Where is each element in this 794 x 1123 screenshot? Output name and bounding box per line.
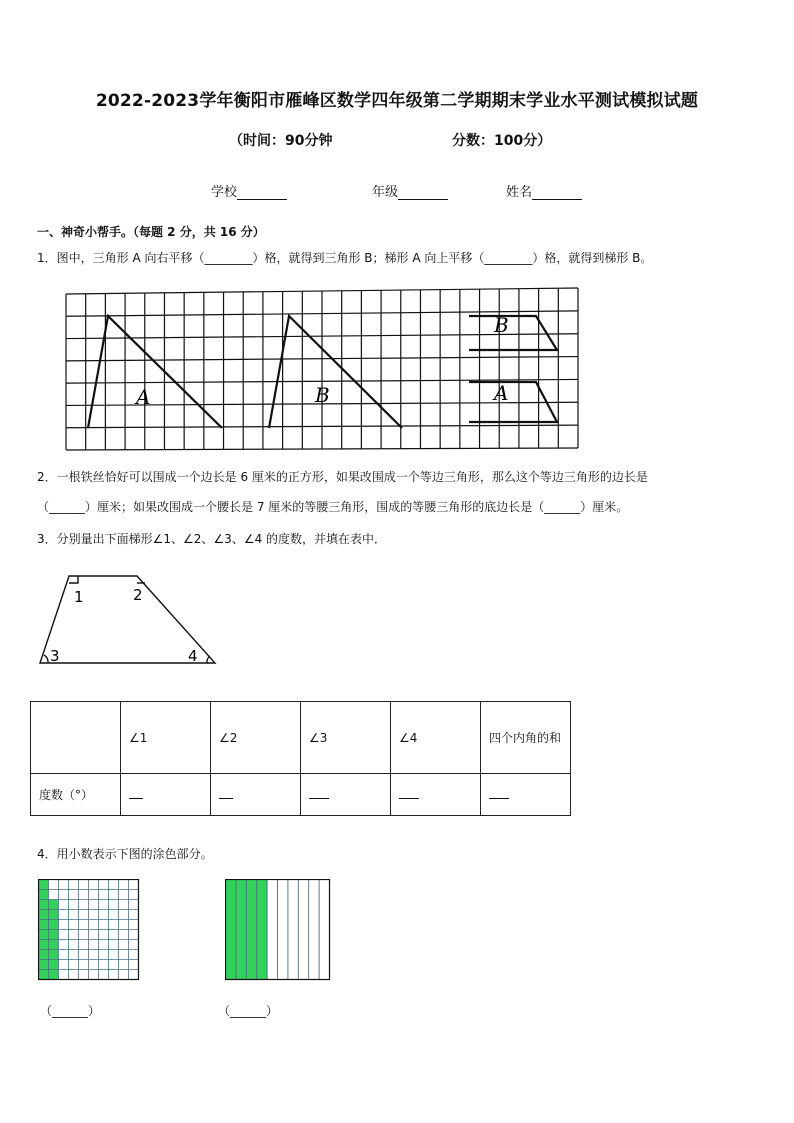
angle-label-1: 1 [74,588,84,606]
name-label: 姓名 [506,185,533,200]
shaded-cell [49,920,59,930]
table-header-cell [31,702,121,774]
shaded-cell [39,920,49,930]
shaded-cell [49,940,59,950]
answer-cell-2[interactable] [211,774,301,816]
angle-table [30,701,571,816]
shaded-cell [49,910,59,920]
school-blank[interactable] [237,185,287,200]
shaded-cell [49,900,59,910]
translation-grid-figure [60,286,584,458]
grade-field [372,181,448,200]
table-header-row [31,702,571,774]
angle-label-4: 4 [188,647,198,665]
label-b-triangle: B [315,383,330,407]
triangle-a [88,316,222,428]
right-angle-mark-1 [69,576,78,583]
name-field [506,181,582,200]
shaded-column [257,880,267,980]
shaded-cell [39,960,49,970]
shaded-cell [49,930,59,940]
question-1: 1．图中，三角形 A 向右平移（________）格，就得到三角形 B；梯形 A 向上平移（________）格，就得到梯形 B。 [37,251,653,265]
label-b-trapezoid: B [494,313,509,337]
angle-arc-4 [207,656,210,663]
question-3: 3．分别量出下面梯形∠1、∠2、∠3、∠4 的度数，并填在表中． [37,532,387,546]
angle-label-3: 3 [50,647,60,665]
shaded-column [246,880,256,980]
shaded-cell [39,910,49,920]
grade-label: 年级 [372,185,399,200]
label-a-trapezoid: A [494,381,509,405]
table-header-cell: ∠2 [211,702,301,774]
answer-cell-1[interactable] [121,774,211,816]
triangle-b [269,316,402,428]
shaded-cell [39,950,49,960]
answer-blank-1[interactable]: （______） [40,1004,101,1018]
shaded-cell [39,970,49,980]
shaded-cell [39,900,49,910]
page-title: 2022-2023学年衡阳市雁峰区数学四年级第二学期期末学业水平测试模拟试题 [95,91,699,111]
section-heading: 一、神奇小帮手。（每题 2 分，共 16 分） [37,225,265,239]
shaded-cell [39,930,49,940]
trapezoid-figure [36,570,221,670]
shaded-cell [39,890,49,900]
table-header-cell: ∠1 [121,702,211,774]
answer-blank-2[interactable]: （______） [218,1004,279,1018]
table-row [31,774,571,816]
table-row-label: 度数（°） [31,774,121,816]
table-header-cell: ∠3 [301,702,391,774]
question-4: 4．用小数表示下图的涂色部分。 [37,847,213,861]
label-a-triangle: A [136,385,151,409]
shaded-column [226,880,236,980]
answer-cell-4[interactable] [391,774,481,816]
answer-cell-sum[interactable] [481,774,571,816]
grade-blank[interactable] [398,185,448,200]
shaded-cell [39,880,49,890]
shaded-cell [39,940,49,950]
school-field [211,181,287,200]
table-header-cell: 四个内角的和 [481,702,571,774]
exam-score: 分数：100分） [452,133,552,149]
question-2-line-1: 2．一根铁丝恰好可以围成一个边长是 6 厘米的正方形，如果改围成一个等边三角形，那么这个等边三角形的边长是 [37,470,648,484]
shaded-cell [49,960,59,970]
trapezoid-b [469,316,557,350]
angle-arc-3 [44,655,48,663]
exam-time: （时间：90分钟 [229,133,333,149]
tenths-grid-figure [225,879,331,981]
shaded-cell [49,970,59,980]
shaded-column [236,880,246,980]
question-2-line-2: （______）厘米；如果改围成一个腰长是 7 厘米的等腰三角形，围成的等腰三角形的底边长是（______）厘米。 [37,500,629,514]
hundred-grid-figure [38,879,140,981]
answer-cell-3[interactable] [301,774,391,816]
shaded-cell [49,950,59,960]
school-label: 学校 [211,185,238,200]
name-blank[interactable] [532,185,582,200]
angle-label-2: 2 [133,586,143,604]
table-header-cell: ∠4 [391,702,481,774]
